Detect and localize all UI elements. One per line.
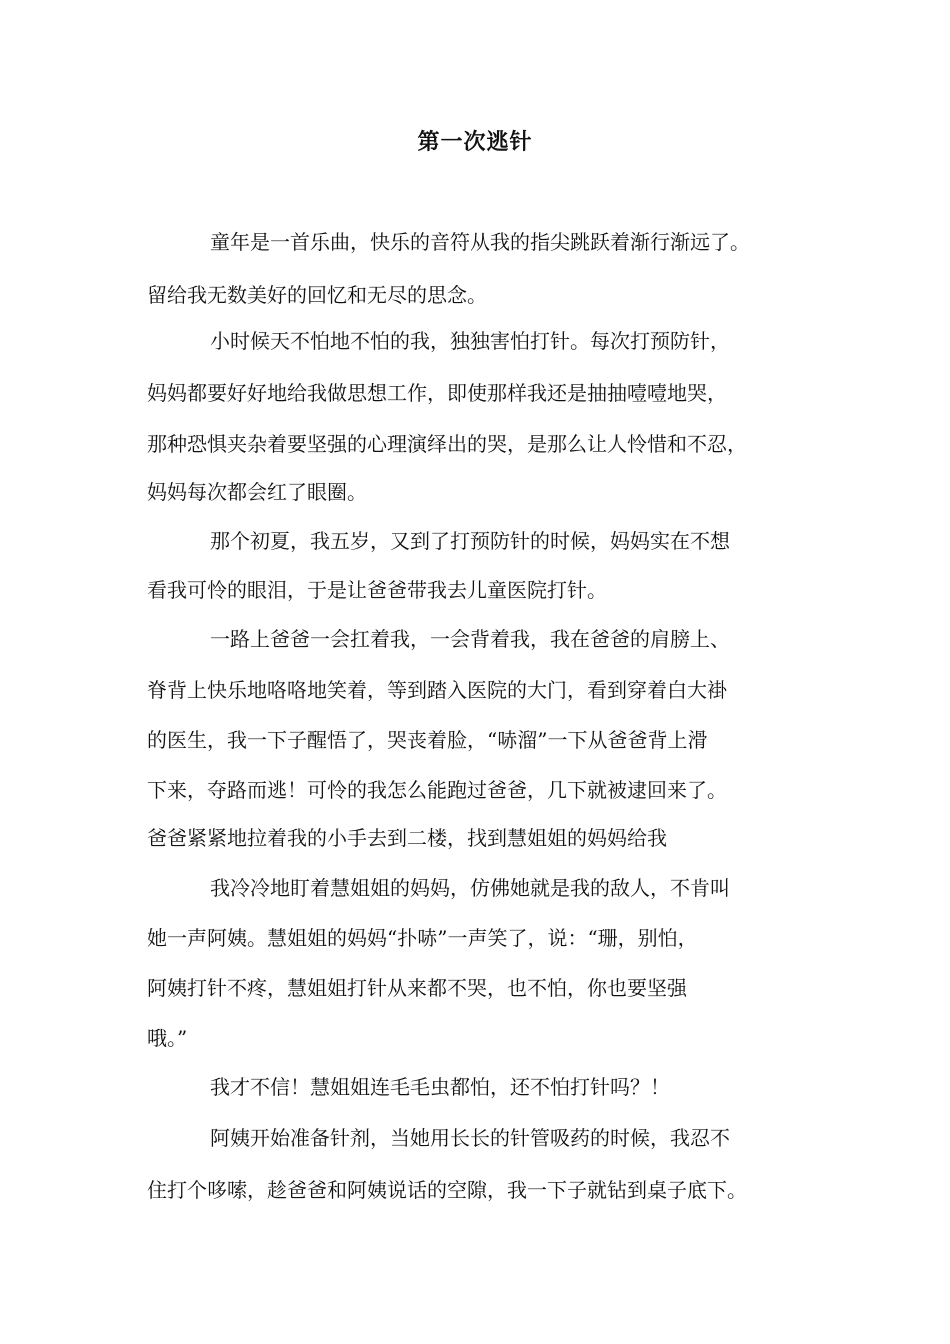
paragraph-1-line-2: 留给我无数美好的回忆和无尽的思念。 [147, 283, 487, 307]
page-title: 第一次逃针 [417, 130, 533, 155]
paragraph-4-line-2: 脊背上快乐地咯咯地笑着，等到踏入医院的大门，看到穿着白大褂 [147, 678, 727, 702]
paragraph-2-line-4: 妈妈每次都会红了眼圈。 [147, 480, 367, 504]
paragraph-5-line-2: 她一声阿姨。慧姐姐的妈妈“扑哧”一声笑了，说：“珊，别怕， [147, 926, 698, 950]
paragraph-5-line-1: 我冷冷地盯着慧姐姐的妈妈，仿佛她就是我的敌人，不肯叫 [210, 876, 730, 900]
paragraph-3-line-1: 那个初夏，我五岁，又到了打预防针的时候，妈妈实在不想 [210, 529, 730, 553]
paragraph-7-line-2: 住打个哆嗦，趁爸爸和阿姨说话的空隙，我一下子就钻到桌子底下。 [147, 1178, 747, 1202]
paragraph-2-line-3: 那种恐惧夹杂着要坚强的心理演绎出的哭，是那么让人怜惜和不忍， [147, 432, 747, 456]
paragraph-3-line-2: 看我可怜的眼泪，于是让爸爸带我去儿童医院打针。 [147, 578, 607, 602]
paragraph-2-line-2: 妈妈都要好好地给我做思想工作，即使那样我还是抽抽噎噎地哭， [147, 381, 727, 405]
paragraph-2-line-1: 小时候天不怕地不怕的我，独独害怕打针。每次打预防针， [210, 329, 730, 353]
paragraph-1-line-1: 童年是一首乐曲，快乐的音符从我的指尖跳跃着渐行渐远了。 [210, 230, 750, 254]
paragraph-5-line-4: 哦。” [147, 1026, 188, 1050]
paragraph-5-line-3: 阿姨打针不疼，慧姐姐打针从来都不哭，也不怕，你也要坚强 [147, 976, 687, 1000]
paragraph-4-line-4: 下来，夺路而逃！可怜的我怎么能跑过爸爸，几下就被逮回来了。 [147, 778, 727, 802]
paragraph-4-line-3: 的医生，我一下子醒悟了，哭丧着脸，“哧溜”一下从爸爸背上滑 [147, 728, 708, 752]
paragraph-4-line-5: 爸爸紧紧地拉着我的小手去到二楼，找到慧姐姐的妈妈给我 [147, 826, 667, 850]
paragraph-6-line-1: 我才不信！慧姐姐连毛毛虫都怕，还不怕打针吗？！ [210, 1075, 670, 1099]
paragraph-7-line-1: 阿姨开始准备针剂，当她用长长的针管吸药的时候，我忍不 [210, 1126, 730, 1150]
paragraph-4-line-1: 一路上爸爸一会扛着我，一会背着我，我在爸爸的肩膀上、 [210, 627, 730, 651]
